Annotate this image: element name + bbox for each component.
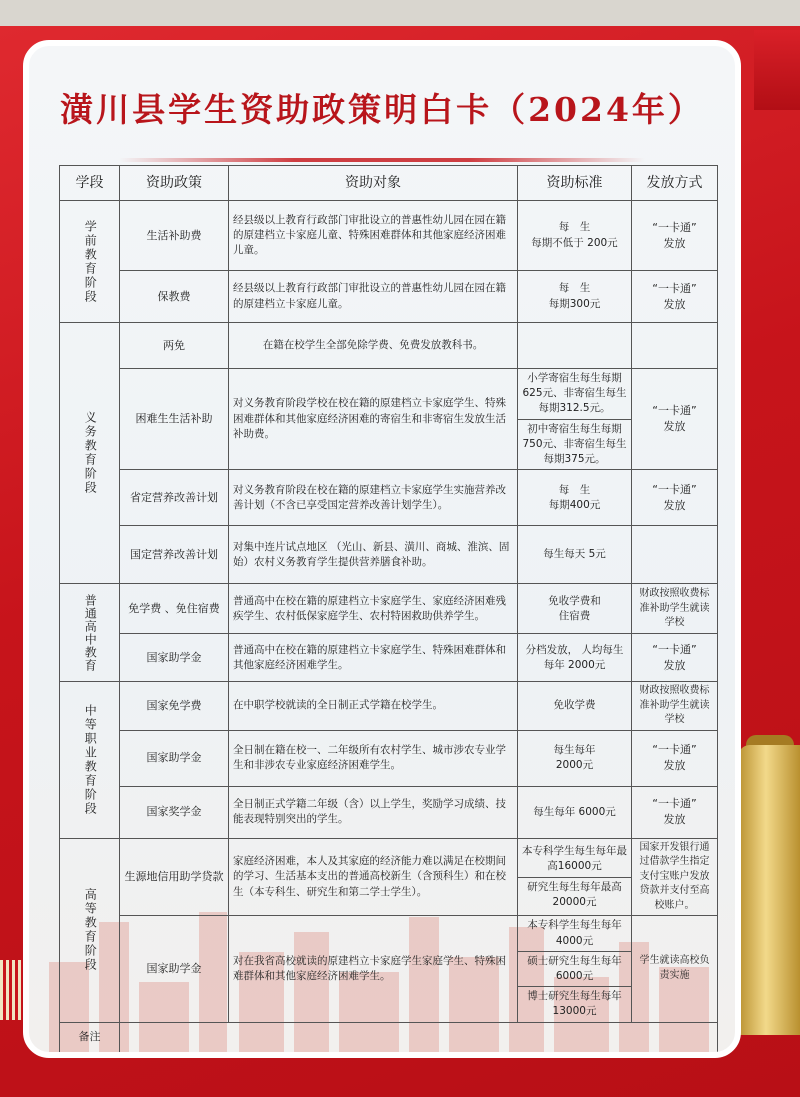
- method-cell: 财政按照收费标准补助学生就读学校: [632, 584, 718, 634]
- method-cell: 学生就读高校负责实施: [632, 916, 718, 1022]
- standard-undergrad: 本专科学生每生每年4000元: [527, 919, 622, 947]
- policy-table: [59, 165, 718, 1053]
- target-cell: 普通高中在校在籍的原建档立卡家庭学生、家庭经济困难残疾学生、农村低保家庭学生、农村特困救助供养学生。: [229, 584, 518, 634]
- policy-cell: 生源地信用助学贷款: [120, 838, 229, 916]
- standard-cell: 免收学费和 住宿费: [518, 584, 632, 634]
- standard-graduate: 研究生每生每年最高20000元: [518, 877, 631, 912]
- standard-cell: 每生每天 5元: [518, 526, 632, 584]
- method-cell: “一卡通” 发放: [632, 369, 718, 470]
- table-row: [60, 369, 718, 470]
- remark-content: [120, 1022, 718, 1052]
- railing-decoration: [0, 960, 22, 1020]
- top-strip: [0, 0, 800, 26]
- method-cell-empty: [632, 526, 718, 584]
- policy-cell: 生活补助费: [120, 201, 229, 271]
- stage-vocational: 中等职业教育阶段: [60, 682, 120, 839]
- table-header-row: [60, 166, 718, 201]
- policy-cell: 国家免学费: [120, 682, 229, 731]
- table-row: [60, 470, 718, 526]
- header-policy: 资助政策: [120, 166, 229, 201]
- method-cell: 财政按照收费标准补助学生就读学校: [632, 682, 718, 731]
- standard-cell: 每 生 每期300元: [518, 271, 632, 323]
- title-underline: [119, 158, 645, 162]
- policy-card: [23, 40, 741, 1058]
- policy-cell: 国定营养改善计划: [120, 526, 229, 584]
- policy-cell: 国家助学金: [120, 916, 229, 1022]
- target-cell: 经县级以上教育行政部门审批设立的普惠性幼儿园在园在籍的原建档立卡家庭儿童、特殊困难群体和其他家庭经济困难儿童。: [229, 201, 518, 271]
- standard-cell: [518, 916, 632, 1022]
- golden-pillar-decoration: [738, 745, 800, 1035]
- table-row: [60, 838, 718, 916]
- standard-cell: 每 生 每期400元: [518, 470, 632, 526]
- table-row: [60, 730, 718, 786]
- standard-master: 硕士研究生每生每年6000元: [518, 951, 631, 986]
- method-cell: “一卡通” 发放: [632, 271, 718, 323]
- policy-cell: 国家助学金: [120, 730, 229, 786]
- page-title: 潢川县学生资助政策明白卡（2024年）: [60, 90, 704, 129]
- standard-cell-empty: [518, 323, 632, 369]
- table-row: [60, 201, 718, 271]
- table-row: [60, 916, 718, 1022]
- policy-cell: 免学费 、免住宿费: [120, 584, 229, 634]
- table-row: [60, 682, 718, 731]
- target-cell: 全日制在籍在校一、二年级所有农村学生、城市涉农专业学生和非涉农专业家庭经济困难学生。: [229, 730, 518, 786]
- policy-cell: 国家助学金: [120, 634, 229, 682]
- policy-cell: 保教费: [120, 271, 229, 323]
- method-cell-empty: [632, 323, 718, 369]
- standard-cell: 每生每年 2000元: [518, 730, 632, 786]
- table-row: [60, 584, 718, 634]
- remark-row: [60, 1022, 718, 1052]
- standard-cell: 每生每年 6000元: [518, 786, 632, 838]
- stage-high-school: 普通高中教育: [60, 584, 120, 682]
- table-row: [60, 786, 718, 838]
- method-cell: “一卡通” 发放: [632, 470, 718, 526]
- method-cell: “一卡通” 发放: [632, 786, 718, 838]
- policy-cell: 两免: [120, 323, 229, 369]
- table-row: [60, 634, 718, 682]
- target-cell: 对在我省高校就读的原建档立卡家庭学生家庭学生、特殊困难群体和其他家庭经济困难学生。: [229, 916, 518, 1022]
- table-row: [60, 323, 718, 369]
- standard-cell: 每 生 每期不低于 200元: [518, 201, 632, 271]
- table-row: [60, 526, 718, 584]
- target-cell: 家庭经济困难，本人及其家庭的经济能力难以满足在校期间的学习、生活基本支出的普通高校新生（含预科生）和在校生（本专科生、研究生和第二学士学生）。: [229, 838, 518, 916]
- standard-cell: [518, 838, 632, 916]
- header-standard: 资助标准: [518, 166, 632, 201]
- target-cell: 普通高中在校在籍的原建档立卡家庭学生、特殊困难群体和其他家庭经济困难学生。: [229, 634, 518, 682]
- header-target: 资助对象: [229, 166, 518, 201]
- target-cell: 经县级以上教育行政部门审批设立的普惠性幼儿园在园在籍的原建档立卡家庭儿童。: [229, 271, 518, 323]
- policy-cell: 困难生生活补助: [120, 369, 229, 470]
- standard-cell: [518, 369, 632, 470]
- policy-cell: 国家奖学金: [120, 786, 229, 838]
- stage-higher: 高等教育阶段: [60, 838, 120, 1022]
- header-stage: 学段: [60, 166, 120, 201]
- standard-doctor: 博士研究生每生每年13000元: [518, 986, 631, 1021]
- standard-undergrad: 本专科学生每生每年最高16000元: [522, 845, 627, 873]
- standard-cell: 分档发放， 人均每生每年 2000元: [518, 634, 632, 682]
- stage-compulsory: 义务教育阶段: [60, 323, 120, 584]
- table-row: [60, 271, 718, 323]
- remark-label: 备注: [60, 1022, 120, 1052]
- red-flag-decoration: [754, 30, 800, 110]
- target-cell: 全日制正式学籍二年级（含）以上学生，奖励学习成绩、技能表现特别突出的学生。: [229, 786, 518, 838]
- method-cell: “一卡通” 发放: [632, 634, 718, 682]
- policy-cell: 省定营养改善计划: [120, 470, 229, 526]
- method-cell: “一卡通” 发放: [632, 201, 718, 271]
- stage-preschool: 学前教育阶段: [60, 201, 120, 323]
- standard-junior: 初中寄宿生每生每期750元、非寄宿生每生每期375元。: [518, 419, 631, 470]
- target-cell: 在籍在校学生全部免除学费、免费发放教科书。: [229, 323, 518, 369]
- target-cell: 对义务教育阶段学校在校在籍的原建档立卡家庭学生、特殊困难群体和其他家庭经济困难的寄宿生和非寄宿生发放生活补助费。: [229, 369, 518, 470]
- header-method: 发放方式: [632, 166, 718, 201]
- method-cell: “一卡通” 发放: [632, 730, 718, 786]
- standard-primary: 小学寄宿生每生每期625元、非寄宿生每生每期312.5元。: [522, 372, 627, 415]
- target-cell: 对集中连片试点地区 （光山、新县、潢川、商城、淮滨、固始）农村义务教育学生提供营养膳食补助。: [229, 526, 518, 584]
- target-cell: 对义务教育阶段在校在籍的原建档立卡家庭学生实施营养改善计划（不含已享受国定营养改善计划学生）。: [229, 470, 518, 526]
- target-cell: 在中职学校就读的全日制正式学籍在校学生。: [229, 682, 518, 731]
- standard-cell: 免收学费: [518, 682, 632, 731]
- method-cell: 国家开发银行通过借款学生指定支付宝账户发放贷款并支付至高校账户。: [632, 838, 718, 916]
